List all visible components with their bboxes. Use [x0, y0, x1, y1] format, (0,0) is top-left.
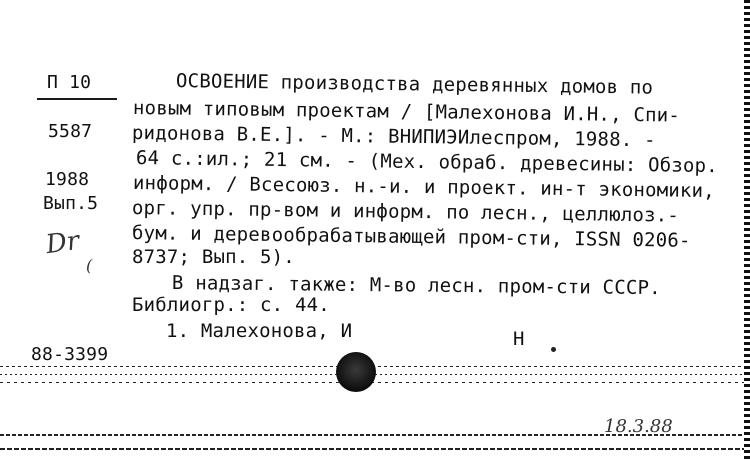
publication-year: 1988 — [45, 169, 90, 190]
description-line-7: бум. и деревообрабатывающей пром-сти, ISSN 0206- — [131, 222, 691, 252]
handwritten-mark: Dr — [44, 225, 82, 261]
note-line-1: В надзаг. также: М-во лесн. пром-сти СССР. — [171, 272, 661, 300]
description-line-8: 8737; Вып. 5). — [132, 246, 295, 268]
card-number: 88-3399 — [31, 344, 109, 365]
punch-hole — [336, 352, 376, 392]
right-edge-border — [744, 0, 750, 461]
accession-number: 5587 — [48, 121, 93, 142]
call-number-underline — [37, 98, 117, 100]
description-line-1: ОСВОЕНИЕ производства деревянных домов по — [175, 70, 654, 99]
tracing-author: 1. Малехонова, И — [166, 320, 353, 342]
call-number: П 10 — [47, 72, 92, 93]
description-line-3: ридонова В.Е.]. - М.: ВНИПИЭИлеспром, 1988. - — [131, 122, 656, 152]
issue-number: Вып.5 — [43, 193, 99, 214]
stray-dot — [551, 347, 556, 352]
note-line-2: Библиогр.: с. 44. — [132, 294, 330, 316]
tracing-suffix: Н — [513, 328, 525, 350]
description-line-6: орг. упр. пр-вом и информ. по лесн., целлюлоз.- — [131, 197, 680, 227]
handwritten-date: 18.3.88 — [604, 416, 673, 437]
description-line-5: информ. / Всесоюз. н.-и. и проект. ин-т экономики, — [132, 172, 716, 203]
description-line-4: 64 с.:ил.; 21 см. - (Мех. обраб. древесины: Обзор. — [135, 147, 719, 178]
description-line-2: новым типовым проектам / [Малехонова И.Н., Спи- — [132, 97, 681, 127]
bottom-line-5 — [0, 448, 744, 450]
handwritten-mark-tail: ( — [86, 256, 93, 275]
